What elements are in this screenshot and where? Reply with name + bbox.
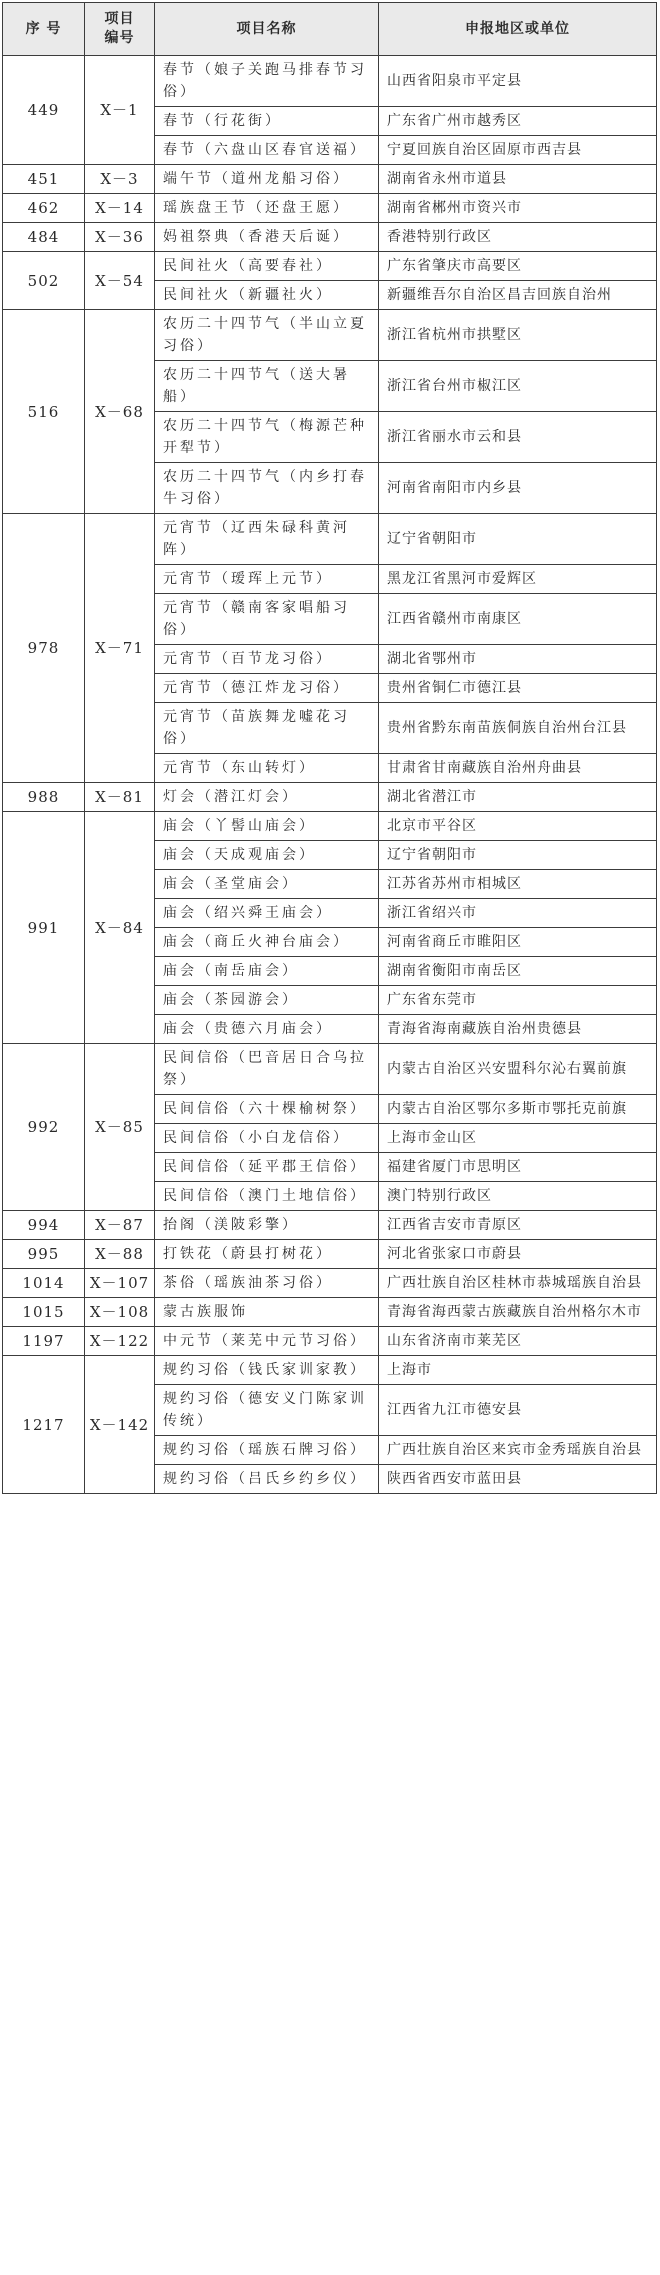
seq-cell: 449 xyxy=(3,56,85,165)
name-cell: 瑶族盘王节（还盘王愿） xyxy=(155,194,379,223)
seq-cell: 502 xyxy=(3,252,85,310)
seq-cell: 462 xyxy=(3,194,85,223)
code-cell: Ⅹ－108 xyxy=(85,1298,155,1327)
region-cell: 江西省九江市德安县 xyxy=(379,1385,657,1436)
region-cell: 山西省阳泉市平定县 xyxy=(379,56,657,107)
name-cell: 民间信俗（澳门土地信俗） xyxy=(155,1182,379,1211)
name-cell: 元宵节（赣南客家唱船习俗） xyxy=(155,594,379,645)
name-cell: 民间信俗（延平郡王信俗） xyxy=(155,1153,379,1182)
name-cell: 规约习俗（德安义门陈家训传统） xyxy=(155,1385,379,1436)
region-cell: 浙江省绍兴市 xyxy=(379,899,657,928)
code-cell: Ⅹ－54 xyxy=(85,252,155,310)
table-row xyxy=(3,1269,657,1298)
code-cell: Ⅹ－87 xyxy=(85,1211,155,1240)
region-cell: 河南省商丘市睢阳区 xyxy=(379,928,657,957)
region-cell: 山东省济南市莱芜区 xyxy=(379,1327,657,1356)
region-cell: 湖南省郴州市资兴市 xyxy=(379,194,657,223)
name-cell: 庙会（丫髻山庙会） xyxy=(155,812,379,841)
name-cell: 民间信俗（小白龙信俗） xyxy=(155,1124,379,1153)
name-cell: 规约习俗（瑶族石牌习俗） xyxy=(155,1436,379,1465)
seq-cell: 995 xyxy=(3,1240,85,1269)
name-cell: 元宵节（百节龙习俗） xyxy=(155,645,379,674)
name-cell: 元宵节（辽西朱碌科黄河阵） xyxy=(155,514,379,565)
name-cell: 元宵节（德江炸龙习俗） xyxy=(155,674,379,703)
table-row xyxy=(3,1298,657,1327)
name-cell: 规约习俗（钱氏家训家教） xyxy=(155,1356,379,1385)
region-cell: 内蒙古自治区鄂尔多斯市鄂托克前旗 xyxy=(379,1095,657,1124)
region-cell: 浙江省杭州市拱墅区 xyxy=(379,310,657,361)
region-cell: 甘肃省甘南藏族自治州舟曲县 xyxy=(379,754,657,783)
code-cell: Ⅹ－88 xyxy=(85,1240,155,1269)
table-row xyxy=(3,252,657,281)
name-cell: 春节（行花街） xyxy=(155,107,379,136)
code-cell: Ⅹ－3 xyxy=(85,165,155,194)
seq-cell: 1014 xyxy=(3,1269,85,1298)
name-cell: 民间信俗（六十棵榆树祭） xyxy=(155,1095,379,1124)
region-cell: 辽宁省朝阳市 xyxy=(379,841,657,870)
region-cell: 辽宁省朝阳市 xyxy=(379,514,657,565)
name-cell: 庙会（茶园游会） xyxy=(155,986,379,1015)
seq-cell: 516 xyxy=(3,310,85,514)
name-cell: 农历二十四节气（半山立夏习俗） xyxy=(155,310,379,361)
name-cell: 元宵节（苗族舞龙嘘花习俗） xyxy=(155,703,379,754)
code-cell: Ⅹ－1 xyxy=(85,56,155,165)
region-cell: 青海省海西蒙古族藏族自治州格尔木市 xyxy=(379,1298,657,1327)
region-cell: 香港特别行政区 xyxy=(379,223,657,252)
name-cell: 农历二十四节气（梅源芒种开犁节） xyxy=(155,412,379,463)
region-cell: 湖南省衡阳市南岳区 xyxy=(379,957,657,986)
region-cell: 贵州省铜仁市德江县 xyxy=(379,674,657,703)
table-row xyxy=(3,783,657,812)
code-cell: Ⅹ－36 xyxy=(85,223,155,252)
heritage-list-table xyxy=(2,2,657,1494)
name-cell: 民间信俗（巴音居日合乌拉祭） xyxy=(155,1044,379,1095)
region-cell: 浙江省丽水市云和县 xyxy=(379,412,657,463)
seq-cell: 988 xyxy=(3,783,85,812)
name-cell: 元宵节（瑷珲上元节） xyxy=(155,565,379,594)
code-cell: Ⅹ－84 xyxy=(85,812,155,1044)
region-cell: 湖北省鄂州市 xyxy=(379,645,657,674)
region-cell: 陕西省西安市蓝田县 xyxy=(379,1465,657,1494)
region-cell: 江西省吉安市青原区 xyxy=(379,1211,657,1240)
region-cell: 广西壮族自治区桂林市恭城瑶族自治县 xyxy=(379,1269,657,1298)
header-seq: 序 号 xyxy=(3,3,85,56)
region-cell: 江苏省苏州市相城区 xyxy=(379,870,657,899)
region-cell: 湖南省永州市道县 xyxy=(379,165,657,194)
code-cell: Ⅹ－14 xyxy=(85,194,155,223)
region-cell: 上海市 xyxy=(379,1356,657,1385)
region-cell: 青海省海南藏族自治州贵德县 xyxy=(379,1015,657,1044)
name-cell: 规约习俗（吕氏乡约乡仪） xyxy=(155,1465,379,1494)
name-cell: 民间社火（新疆社火） xyxy=(155,281,379,310)
region-cell: 宁夏回族自治区固原市西吉县 xyxy=(379,136,657,165)
table-row xyxy=(3,223,657,252)
name-cell: 农历二十四节气（内乡打春牛习俗） xyxy=(155,463,379,514)
table-row xyxy=(3,1327,657,1356)
code-cell: Ⅹ－122 xyxy=(85,1327,155,1356)
region-cell: 黑龙江省黑河市爱辉区 xyxy=(379,565,657,594)
code-cell: Ⅹ－142 xyxy=(85,1356,155,1494)
name-cell: 庙会（贵德六月庙会） xyxy=(155,1015,379,1044)
seq-cell: 451 xyxy=(3,165,85,194)
table-row xyxy=(3,1044,657,1095)
name-cell: 元宵节（东山转灯） xyxy=(155,754,379,783)
name-cell: 民间社火（高要春社） xyxy=(155,252,379,281)
seq-cell: 1015 xyxy=(3,1298,85,1327)
name-cell: 庙会（南岳庙会） xyxy=(155,957,379,986)
table-header-row xyxy=(3,3,657,56)
region-cell: 广西壮族自治区来宾市金秀瑶族自治县 xyxy=(379,1436,657,1465)
name-cell: 打铁花（蔚县打树花） xyxy=(155,1240,379,1269)
seq-cell: 991 xyxy=(3,812,85,1044)
seq-cell: 1217 xyxy=(3,1356,85,1494)
seq-cell: 992 xyxy=(3,1044,85,1211)
name-cell: 春节（六盘山区春官送福） xyxy=(155,136,379,165)
name-cell: 妈祖祭典（香港天后诞） xyxy=(155,223,379,252)
region-cell: 澳门特别行政区 xyxy=(379,1182,657,1211)
name-cell: 庙会（天成观庙会） xyxy=(155,841,379,870)
name-cell: 茶俗（瑶族油茶习俗） xyxy=(155,1269,379,1298)
region-cell: 湖北省潜江市 xyxy=(379,783,657,812)
header-name: 项目名称 xyxy=(155,3,379,56)
name-cell: 庙会（圣堂庙会） xyxy=(155,870,379,899)
region-cell: 贵州省黔东南苗族侗族自治州台江县 xyxy=(379,703,657,754)
name-cell: 春节（娘子关跑马排春节习俗） xyxy=(155,56,379,107)
region-cell: 上海市金山区 xyxy=(379,1124,657,1153)
code-cell: Ⅹ－68 xyxy=(85,310,155,514)
header-code: 项目 编号 xyxy=(85,3,155,56)
name-cell: 蒙古族服饰 xyxy=(155,1298,379,1327)
table-row xyxy=(3,514,657,565)
region-cell: 河南省南阳市内乡县 xyxy=(379,463,657,514)
region-cell: 广东省广州市越秀区 xyxy=(379,107,657,136)
seq-cell: 994 xyxy=(3,1211,85,1240)
name-cell: 端午节（道州龙船习俗） xyxy=(155,165,379,194)
name-cell: 抬阁（渼陂彩擎） xyxy=(155,1211,379,1240)
table-row xyxy=(3,56,657,107)
name-cell: 中元节（莱芜中元节习俗） xyxy=(155,1327,379,1356)
region-cell: 内蒙古自治区兴安盟科尔沁右翼前旗 xyxy=(379,1044,657,1095)
code-cell: Ⅹ－71 xyxy=(85,514,155,783)
name-cell: 庙会（商丘火神台庙会） xyxy=(155,928,379,957)
region-cell: 福建省厦门市思明区 xyxy=(379,1153,657,1182)
region-cell: 广东省肇庆市高要区 xyxy=(379,252,657,281)
code-cell: Ⅹ－85 xyxy=(85,1044,155,1211)
region-cell: 北京市平谷区 xyxy=(379,812,657,841)
header-region: 申报地区或单位 xyxy=(379,3,657,56)
table-row xyxy=(3,1356,657,1385)
region-cell: 浙江省台州市椒江区 xyxy=(379,361,657,412)
name-cell: 灯会（潜江灯会） xyxy=(155,783,379,812)
table-row xyxy=(3,194,657,223)
region-cell: 河北省张家口市蔚县 xyxy=(379,1240,657,1269)
table-row xyxy=(3,165,657,194)
table-row xyxy=(3,1211,657,1240)
region-cell: 新疆维吾尔自治区昌吉回族自治州 xyxy=(379,281,657,310)
code-cell: Ⅹ－81 xyxy=(85,783,155,812)
name-cell: 农历二十四节气（送大暑船） xyxy=(155,361,379,412)
code-cell: Ⅹ－107 xyxy=(85,1269,155,1298)
name-cell: 庙会（绍兴舜王庙会） xyxy=(155,899,379,928)
table-row xyxy=(3,310,657,361)
region-cell: 江西省赣州市南康区 xyxy=(379,594,657,645)
seq-cell: 1197 xyxy=(3,1327,85,1356)
table-row xyxy=(3,1240,657,1269)
seq-cell: 978 xyxy=(3,514,85,783)
seq-cell: 484 xyxy=(3,223,85,252)
region-cell: 广东省东莞市 xyxy=(379,986,657,1015)
table-row xyxy=(3,812,657,841)
table-body xyxy=(3,56,657,1494)
